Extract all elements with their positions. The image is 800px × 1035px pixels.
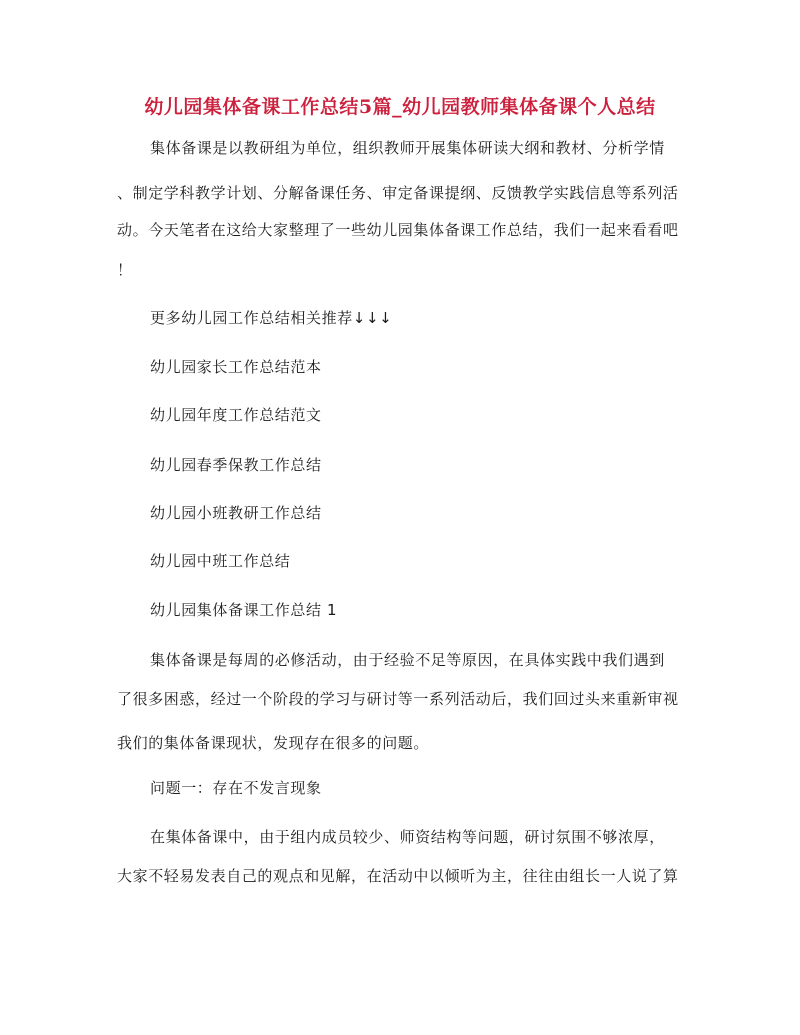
para1-line-3: 我们的集体备课现状，发现存在很多的问题。 — [117, 734, 430, 752]
document-title: 幼儿园集体备课工作总结5篇_幼儿园教师集体备课个人总结 — [144, 96, 656, 118]
recommend-link-5[interactable]: 幼儿园中班工作总结 — [150, 552, 291, 570]
para2-line-2: 大家不轻易发表自己的观点和见解，在活动中以倾听为主，往往由组长一人说了算 — [117, 867, 679, 885]
recommend-heading: 更多幼儿园工作总结相关推荐↓↓↓ — [150, 309, 393, 327]
recommend-link-2[interactable]: 幼儿园年度工作总结范文 — [150, 406, 322, 424]
section-title: 幼儿园集体备课工作总结 1 — [150, 601, 338, 619]
intro-line-3: 动。今天笔者在这给大家整理了一些幼儿园集体备课工作总结，我们一起来看看吧 — [117, 221, 679, 239]
para2-line-1: 在集体备课中，由于组内成员较少、师资结构等问题，研讨氛围不够浓厚， — [150, 828, 665, 846]
para1-line-2: 了很多困惑，经过一个阶段的学习与研讨等一系列活动后，我们回过头来重新审视 — [117, 690, 679, 708]
recommend-link-4[interactable]: 幼儿园小班教研工作总结 — [150, 504, 322, 522]
intro-line-4: ！ — [117, 261, 133, 279]
problem-heading: 问题一：存在不发言现象 — [150, 779, 322, 797]
recommend-link-1[interactable]: 幼儿园家长工作总结范本 — [150, 358, 322, 376]
recommend-link-3[interactable]: 幼儿园春季保教工作总结 — [150, 456, 322, 474]
intro-line-1: 集体备课是以教研组为单位，组织教师开展集体研读大纲和教材、分析学情 — [150, 139, 665, 157]
intro-line-2: 、制定学科教学计划、分解备课任务、审定备课提纲、反馈教学实践信息等系列活 — [117, 184, 679, 202]
para1-line-1: 集体备课是每周的必修活动，由于经验不足等原因，在具体实践中我们遇到 — [150, 651, 665, 669]
